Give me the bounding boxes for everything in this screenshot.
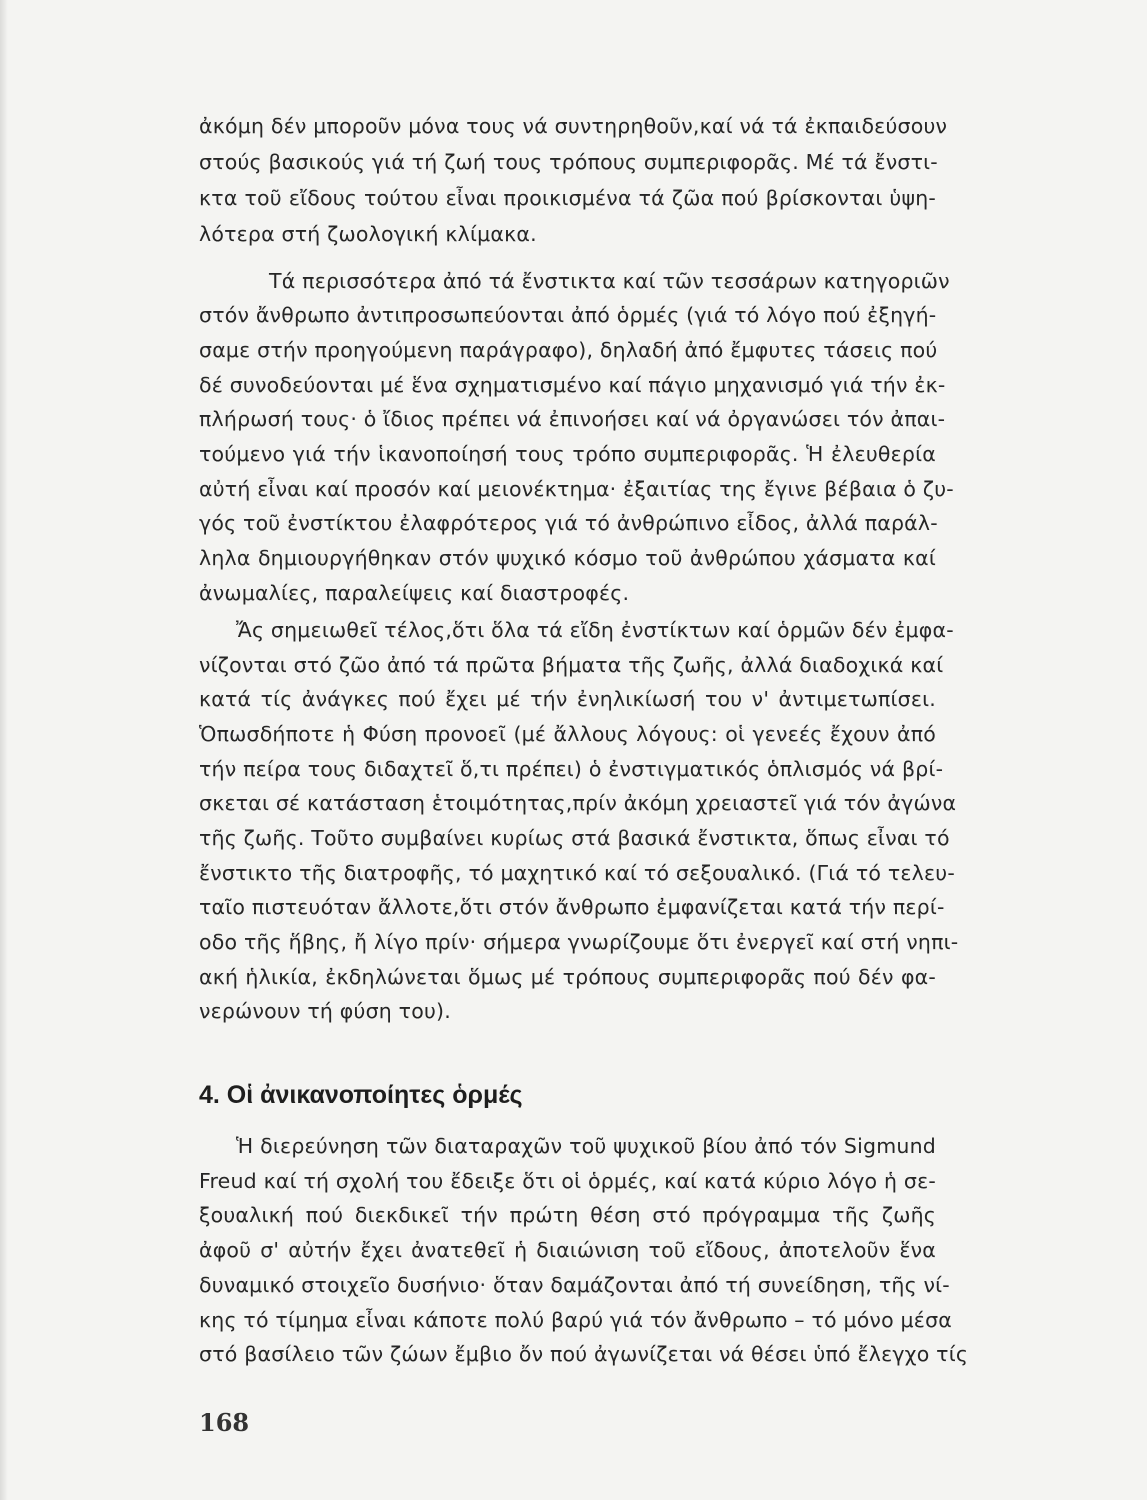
text-line: Ἄς σημειωθεῖ τέλος,ὅτι ὅλα τά εἴδη ἐνστίκτων καί ὁρμῶν δέν ἐμφα- [236, 618, 954, 642]
text-line: αὐτή εἶναι καί προσόν καί μειονέκτημα· ἐξαιτίας της ἔγινε βέβαια ὁ ζυ- [199, 477, 954, 501]
text-line: νερώνουν τή φύση του). [199, 999, 451, 1023]
text-line: ληλα δημιουργήθηκαν στόν ψυχικό κόσμο τοῦ ἀνθρώπου χάσματα καί [199, 546, 936, 570]
text-line: δυναμικό στοιχεῖο δυσήνιο· ὅταν δαμάζονται ἀπό τή συνείδηση, τῆς νί- [199, 1273, 950, 1297]
text-line: τῆς ζωῆς. Τοῦτο συμβαίνει κυρίως στά βασικά ἔνστικτα, ὅπως εἶναι τό [199, 826, 950, 850]
section-heading: 4. Οἱ ἀνικανοποίητες ὁρμές [199, 1081, 523, 1109]
text-line: κτα τοῦ εἴδους τούτου εἶναι προικισμένα τά ζῶα πού βρίσκονται ὑψη- [199, 186, 936, 210]
text-line: στούς βασικούς γιά τή ζωή τους τρόπους συμπεριφορᾶς. Μέ τά ἔνστι- [199, 150, 938, 174]
text-line: ακή ἡλικία, ἐκδηλώνεται ὅμως μέ τρόπους συμπεριφορᾶς πού δέν φα- [199, 965, 936, 989]
text-line: ἀνωμαλίες, παραλείψεις καί διαστροφές. [199, 581, 630, 605]
text-line: νίζονται στό ζῶο ἀπό τά πρῶτα βήματα τῆς ζωῆς, ἀλλά διαδοχικά καί [199, 653, 944, 677]
text-line: κατά τίς ἀνάγκες πού ἔχει μέ τήν ἐνηλικίωσή του ν' ἀντιμετωπίσει. [199, 687, 936, 711]
text-line: τούμενο γιά τήν ἱκανοποίησή τους τρόπο συμπεριφορᾶς. Ἡ ἐλευθερία [199, 442, 936, 466]
text-line: Ἡ διερεύνηση τῶν διαταραχῶν τοῦ ψυχικοῦ βίου ἀπό τόν Sigmund [236, 1134, 936, 1158]
text-line: σαμε στήν προηγούμενη παράγραφο), δηλαδή ἀπό ἔμφυτες τάσεις πού [199, 338, 938, 362]
text-line: δέ συνοδεύονται μέ ἕνα σχηματισμένο καί πάγιο μηχανισμό γιά τήν ἐκ- [199, 373, 946, 397]
text-line: Freud καί τή σχολή του ἔδειξε ὅτι οἱ ὁρμές, καί κατά κύριο λόγο ἡ σε- [199, 1169, 936, 1193]
page-number: 168 [199, 1408, 250, 1437]
text-line: ἀκόμη δέν μποροῦν μόνα τους νά συντηρηθοῦν,καί νά τά ἐκπαιδεύσουν [199, 114, 948, 138]
text-line: κης τό τίμημα εἶναι κάποτε πολύ βαρύ γιά τόν ἄνθρωπο – τό μόνο μέσα [199, 1308, 952, 1332]
text-line: ταῖο πιστευόταν ἄλλοτε,ὅτι στόν ἄνθρωπο ἐμφανίζεται κατά τήν περί- [199, 895, 945, 919]
text-line: στό βασίλειο τῶν ζώων ἔμβιο ὄν πού ἀγωνίζεται νά θέσει ὑπό ἔλεγχο τίς [199, 1342, 969, 1366]
text-line: Τά περισσότερα ἀπό τά ἔνστικτα καί τῶν τεσσάρων κατηγοριῶν [269, 269, 950, 293]
text-line: στόν ἄνθρωπο ἀντιπροσωπεύονται ἀπό ὁρμές (γιά τό λόγο πού ἐξηγή- [199, 303, 937, 327]
text-line: ἀφοῦ σ' αὐτήν ἔχει ἀνατεθεῖ ἡ διαιώνιση τοῦ εἴδους, ἀποτελοῦν ἕνα [199, 1238, 936, 1262]
text-line: οδο τῆς ἥβης, ἤ λίγο πρίν· σήμερα γνωρίζουμε ὅτι ἐνεργεῖ καί στή νηπι- [199, 930, 959, 954]
text-line: λότερα στή ζωολογική κλίμακα. [199, 222, 537, 246]
text-line: τήν πείρα τους διδαχτεῖ ὅ,τι πρέπει) ὁ ἐνστιγματικός ὁπλισμός νά βρί- [199, 757, 944, 781]
text-line: πλήρωσή τους· ὁ ἴδιος πρέπει νά ἐπινοήσει καί νά ὀργανώσει τόν ἀπαι- [199, 407, 946, 431]
text-line: Ὁπωσδήποτε ἡ Φύση προνοεῖ (μέ ἄλλους λόγους: οἱ γενεές ἔχουν ἀπό [199, 722, 936, 746]
text-line: ξουαλική πού διεκδικεῖ τήν πρώτη θέση στό πρόγραμμα τῆς ζωῆς [199, 1203, 936, 1227]
text-line: ἔνστικτο τῆς διατροφῆς, τό μαχητικό καί τό σεξουαλικό. (Γιά τό τελευ- [199, 861, 955, 885]
text-line: σκεται σέ κατάσταση ἑτοιμότητας,πρίν ἀκόμη χρειαστεῖ γιά τόν ἀγώνα [199, 791, 957, 815]
text-line: γός τοῦ ἐνστίκτου ἐλαφρότερος γιά τό ἀνθρώπινο εἶδος, ἀλλά παράλ- [199, 511, 938, 535]
